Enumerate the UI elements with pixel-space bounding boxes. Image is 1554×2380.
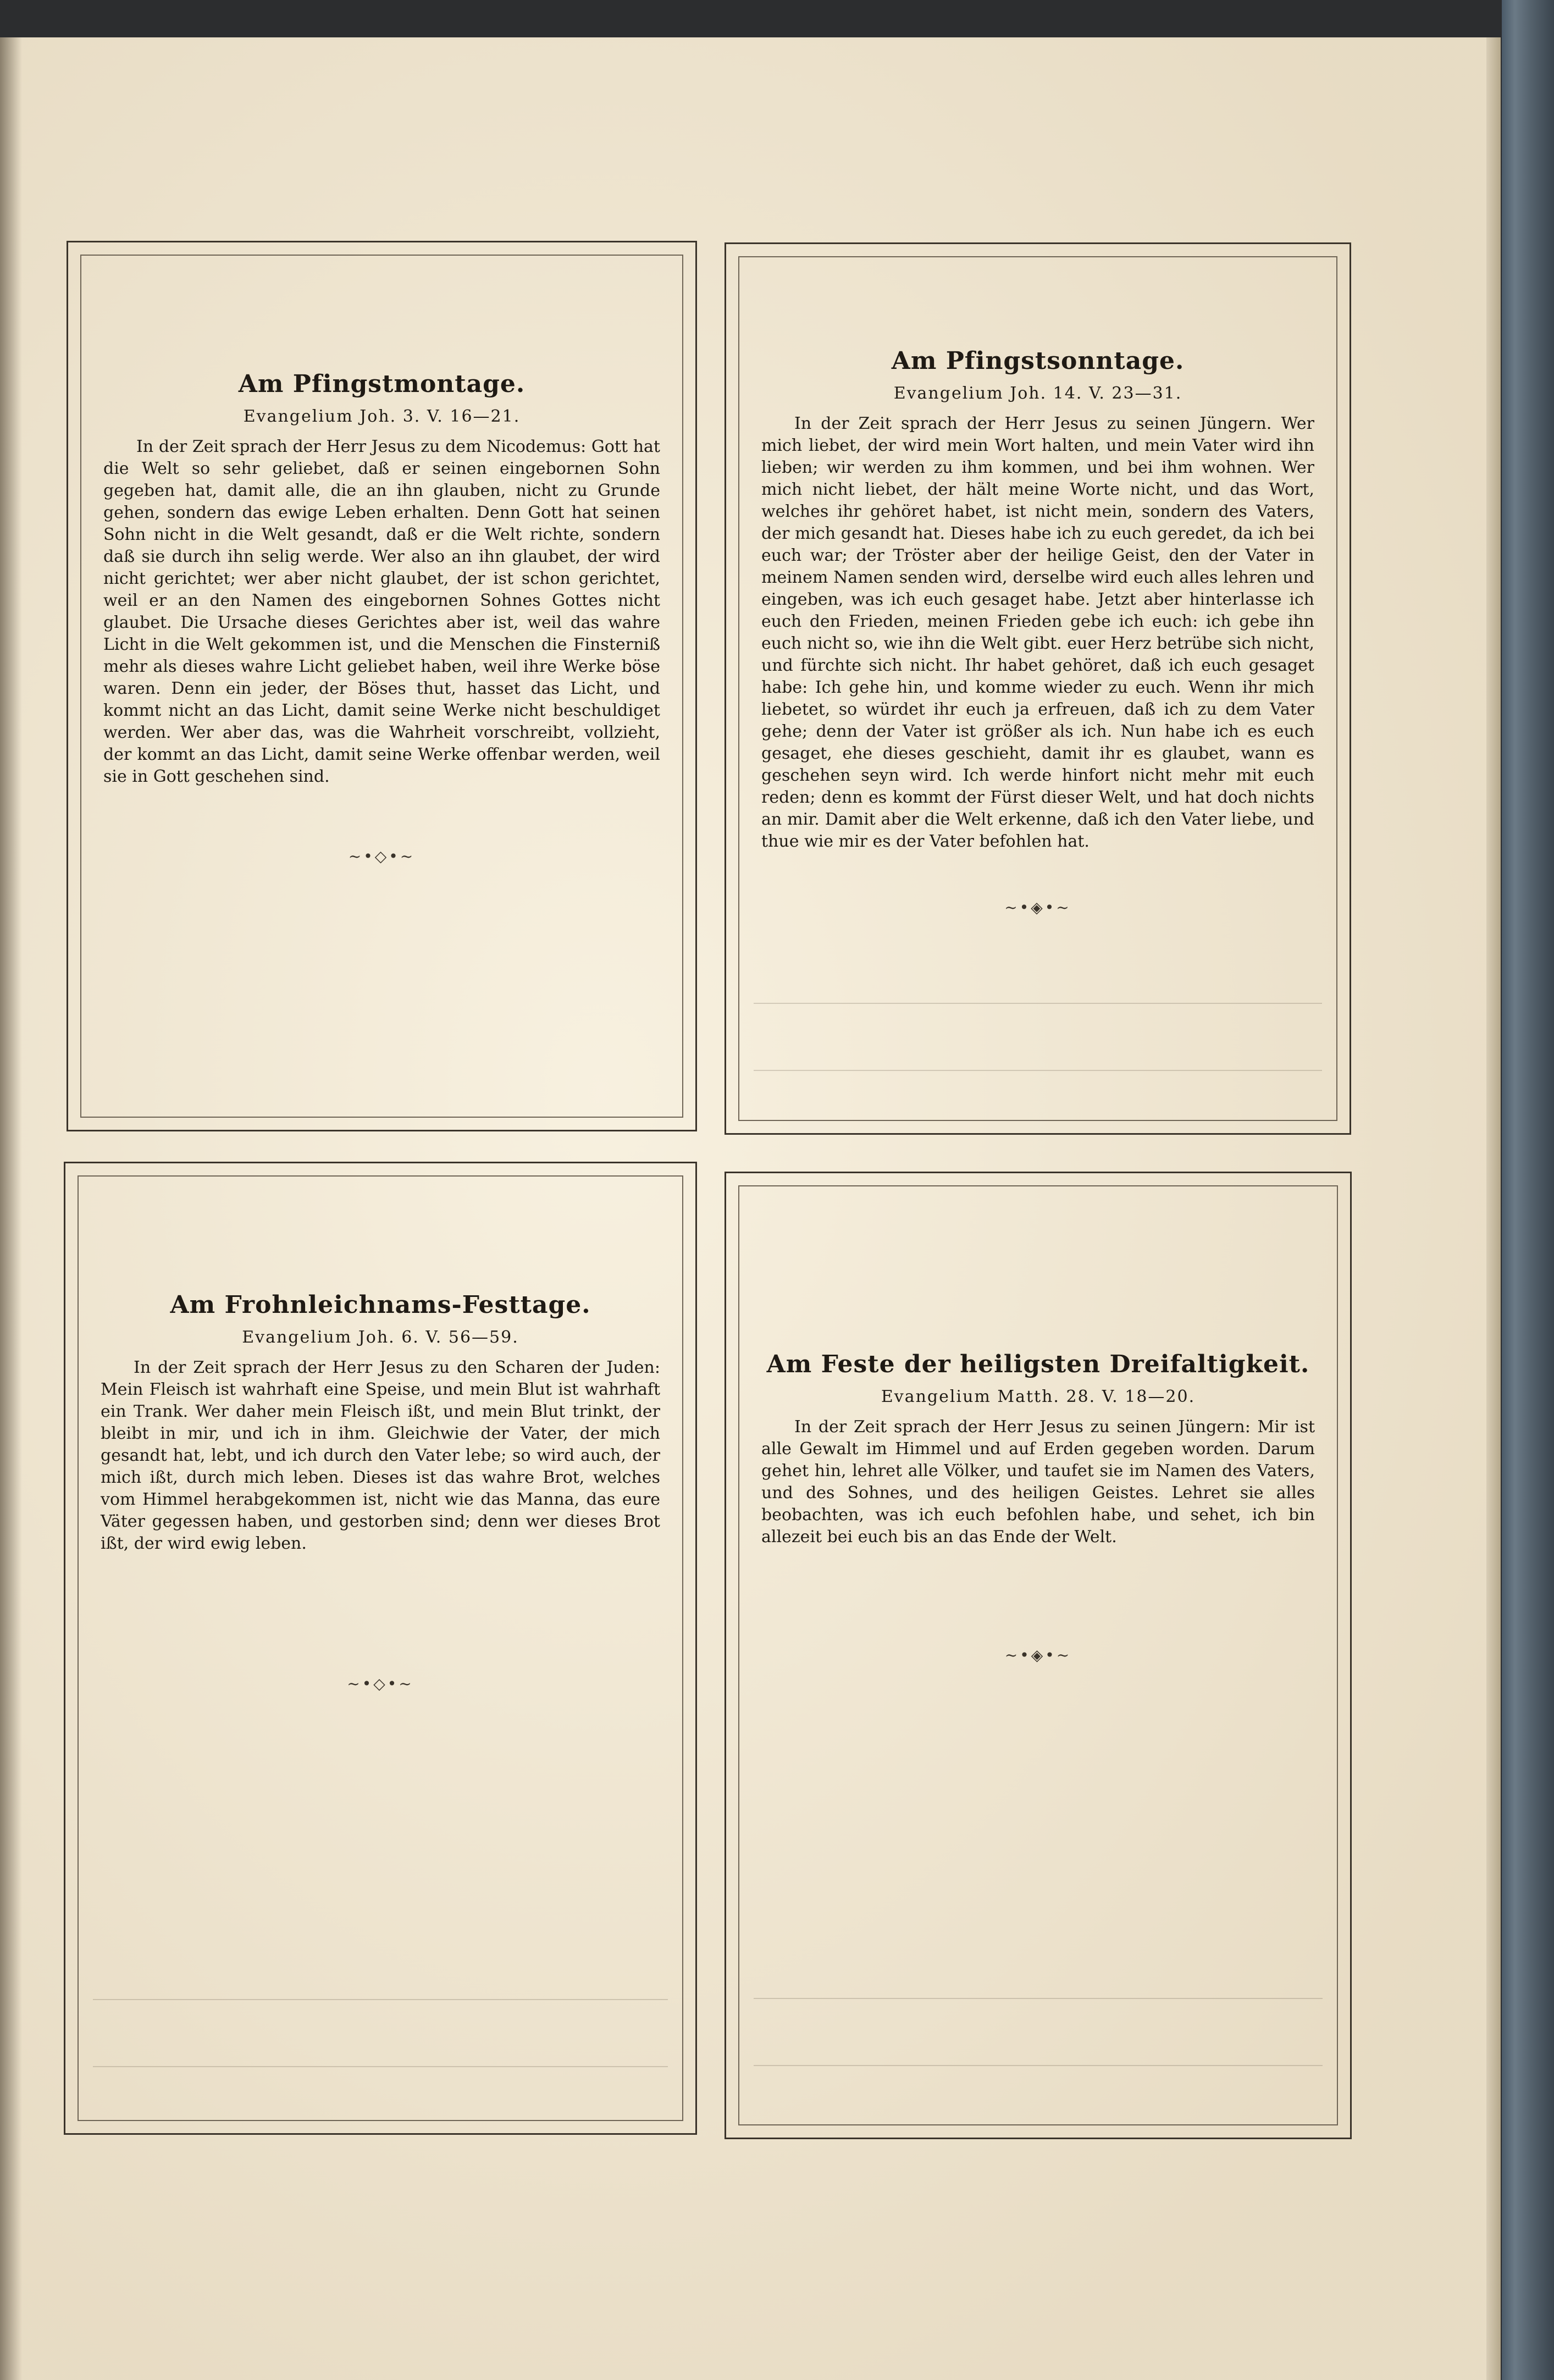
text-box-pentecost-sunday [725, 242, 1351, 1135]
gospel-text: In der Zeit sprach der Herr Jesus zu seinen Jüngern: Mir ist alle Gewalt im Himmel und auf Erden gegeben worden. Darum gehet hin, lehret alle Völker, und taufet sie im Namen des Vaters, und des Sohnes, und des heiligen Geistes. Lehret sie alles beobachten, was ich euch befohlen habe, und sehet, ich bin allezeit bei euch bis an das Ende der Welt. [761, 1417, 1315, 1547]
section-title: Am Feste der heiligsten Dreifaltigkeit. [766, 1350, 1310, 1378]
gospel-text: In der Zeit sprach der Herr Jesus zu seinen Jüngern. Wer mich liebet, der wird mein Wort halten, und mein Vater wird ihn lieben; wir werden zu ihm kommen, und bei ihm wohnen. Wer mich nicht liebet, der hält meine Worte nicht, und das Wort, welches ihr gehöret habet, ist nicht mein, sondern des Vaters, der mich gesandt hat. Dieses habe ich zu euch geredet, da ich bei euch war; der Tröster aber der heilige Geist, den der Vater in meinem Namen senden wird, derselbe wird euch alles lehren und eingeben, was ich euch gesaget habe. Jetzt aber hinterlasse ich euch den Frieden, meinen Frieden gebe ich euch: ich gebe ihn euch nicht so, wie ihn die Welt gibt. euer Herz betrübe sich nicht, und fürchte sich nicht. Ihr habet gehöret, daß ich euch gesaget habe: Ich gehe hin, und komme wieder zu euch. Wenn ihr mich liebetet, so würdet ihr euch ja erfreuen, daß ich zu dem Vater gehe; denn der Vater ist größer als ich. Nun habe ich es euch gesaget, ehe dieses geschieht, damit ihr es glaubet, wann es geschehen seyn wird. Ich werde hinfort nicht mehr mit euch reden; denn es kommt der Fürst dieser Welt, und hat doch nichts an mir. Damit aber die Welt erkenne, daß ich den Vater liebe, und thue wie mir es der Vater befohlen hat. [761, 414, 1314, 851]
gospel-reference: Evangelium Matth. 28. V. 18—20. [881, 1387, 1196, 1406]
section-title: Am Pfingstmontage. [238, 370, 526, 398]
ornament-divider: ~•◇•~ [347, 1675, 414, 1693]
section-title: Am Frohnleichnams-Festtage. [170, 1291, 591, 1319]
gospel-reference: Evangelium Joh. 3. V. 16—21. [243, 407, 521, 426]
bleed-through-mark [93, 1999, 668, 2067]
text-box-trinity [725, 1172, 1352, 2139]
ornament-divider: ~•◈•~ [1004, 898, 1071, 916]
gospel-text: In der Zeit sprach der Herr Jesus zu den Scharen der Juden: Mein Fleisch ist wahrhaft eine Speise, und mein Blut ist wahrhaft ein Trank. Wer daher mein Fleisch ißt, und mein Blut trinkt, der bleibt in mir, und ich in ihm. Gleichwie der Vater, der mich gesandt hat, lebt, und ich durch den Vater lebe; so wird auch, der mich ißt, durch mich leben. Dieses ist das wahre Brot, welches vom Himmel herabgekommen ist, nicht wie das Manna, das eure Väter gegessen haben, und gestorben sind; denn wer dieses Brot ißt, der wird ewig leben. [101, 1358, 660, 1553]
bleed-through-mark [754, 1998, 1323, 2066]
text-box-pentecost-monday [67, 241, 697, 1131]
section-title: Am Pfingstsonntage. [891, 347, 1185, 375]
page-gutter [0, 37, 22, 2380]
gospel-text: In der Zeit sprach der Herr Jesus zu dem Nicodemus: Gott hat die Welt so sehr geliebet, daß er seinen eingebornen Sohn gegeben hat, damit alle, die an ihn glauben, nicht zu Grunde gehen, sondern das ewige Leben erhalten. Denn Gott hat seinen Sohn nicht in die Welt gesandt, daß er die Welt richte, sondern daß sie durch ihn selig werde. Wer also an ihn glaubet, der wird nicht gerichtet; wer aber nicht glaubet, der ist schon gerichtet, weil er an den Namen des eingebornen Sohnes Gottes nicht glaubet. Die Ursache dieses Gerichtes aber ist, weil das wahre Licht in die Welt gekommen ist, und die Menschen die Finsterniß mehr als dieses wahre Licht geliebet haben, weil ihre Werke böse waren. Denn ein jeder, der Böses thut, hasset das Licht, und kommt nicht an das Licht, damit seine Werke nicht beschuldiget werden. Wer aber das, was die Wahrheit vorschreibt, vollzieht, der kommt an das Licht, damit seine Werke offenbar werden, weil sie in Gott geschehen sind. [103, 437, 660, 786]
ornament-divider: ~•◈•~ [1004, 1646, 1072, 1664]
text-box-corpus-christi [64, 1162, 697, 2135]
gospel-reference: Evangelium Joh. 14. V. 23—31. [893, 384, 1182, 403]
book-cover-edge [1502, 0, 1554, 2380]
page-edge [1486, 37, 1501, 2380]
bleed-through-mark [754, 1003, 1322, 1071]
gospel-reference: Evangelium Joh. 6. V. 56—59. [242, 1328, 519, 1347]
ornament-divider: ~•◇•~ [348, 847, 416, 865]
